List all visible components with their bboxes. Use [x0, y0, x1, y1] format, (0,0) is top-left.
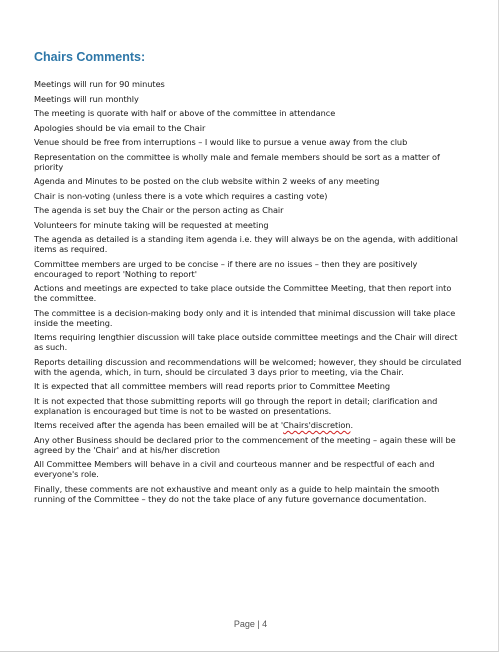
list-item: Meetings will run for 90 minutes — [34, 79, 165, 89]
list-item: Reports detailing discussion and recommendations will be welcomed; however, they should be circulated with the agenda, which, in turn, should be circulated 3 days prior to meeting, via the Chair. — [34, 356, 462, 377]
list-item: Meetings will run monthly — [34, 93, 139, 104]
list-item: The committee is a decision-making body only and it is intended that minimal discussion will take place inside the meeting. — [34, 307, 456, 328]
list-item: The meeting is quorate with half or above of the committee in attendance — [34, 108, 336, 118]
list-item: All Committee Members will behave in a civil and courteous manner and be respectful of each and everyone's role. — [34, 459, 435, 479]
list-item: Items requiring lengthier discussion will take place outside committee meetings and the Chair will direct as such. — [34, 332, 458, 352]
list-item: Committee members are urged to be concise – if there are no issues – then they are positively encouraged to report 'Nothing to report' — [34, 258, 418, 279]
list-item: Chair is non-voting (unless there is a vote which requires a casting vote) — [34, 190, 328, 201]
spellcheck-marked-text: Chairs'discretion — [283, 420, 351, 430]
list-item: Apologies should be via email to the Chair — [34, 122, 206, 133]
list-item: Volunteers for minute taking will be requested at meeting — [34, 219, 269, 230]
list-item: Representation on the committee is wholly male and female members should be sort as a matter of priority — [34, 151, 440, 172]
list-item: Any other Business should be declared prior to the commencement of the meeting – again these will be agreed by the 'Chair' and at his/her discretion — [34, 434, 456, 455]
page-title: Chairs Comments: — [34, 50, 146, 64]
list-item: Venue should be free from interruptions – I would like to pursue a venue away from the club — [34, 137, 408, 147]
list-item: Finally, these comments are not exhaustive and meant only as a guide to help maintain the smooth running of the Committee – they do not the take place of any future governance documentation. — [34, 483, 440, 504]
discretion-prefix: Items received after the agenda has been emailed will be at ' — [34, 420, 284, 430]
discretion-suffix: . — [350, 420, 353, 430]
list-item: It is expected that all committee members will read reports prior to Committee Meeting — [34, 381, 391, 391]
list-item-discretion — [34, 420, 466, 430]
list-item: Agenda and Minutes to be posted on the club website within 2 weeks of any meeting — [34, 176, 380, 186]
list-item: The agenda is set buy the Chair or the person acting as Chair — [34, 205, 284, 215]
page-footer: Page | 4 — [233, 619, 268, 629]
list-item: The agenda as detailed is a standing item agenda i.e. they will always be on the agenda, with additional items as required. — [34, 234, 458, 254]
list-item: Actions and meetings are expected to take place outside the Committee Meeting, that then report into the committee. — [34, 283, 452, 303]
comments-list — [34, 79, 466, 508]
list-item: It is not expected that those submitting reports will go through the report in detail; clarification and explanation is encouraged but time is not to be wasted on presentations. — [34, 395, 438, 416]
